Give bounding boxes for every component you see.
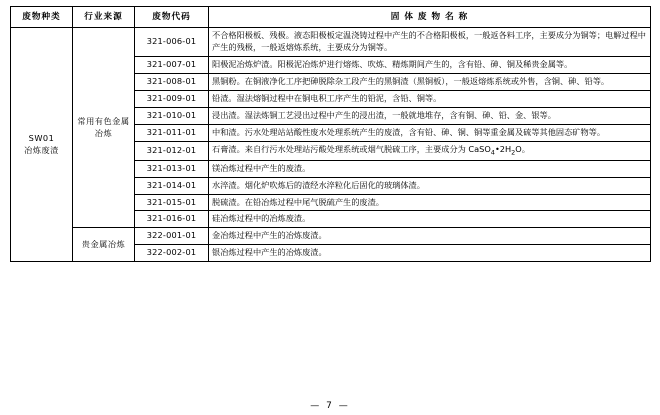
cell-waste-name: 金冶炼过程中产生的冶炼废渣。 <box>209 228 651 245</box>
table-header <box>11 7 651 28</box>
column-header-industry-source: 行业来源 <box>73 7 135 28</box>
cell-waste-code: 321-009-01 <box>135 91 209 108</box>
cell-waste-name: 硅冶炼过程中的冶炼废渣。 <box>209 211 651 228</box>
cell-waste-code: 321-006-01 <box>135 28 209 57</box>
cell-waste-code: 321-013-01 <box>135 160 209 177</box>
cell-waste-name: 镁冶炼过程中产生的废渣。 <box>209 160 651 177</box>
industry-source-line1: 贵金属冶炼 <box>81 238 126 249</box>
cell-industry-source <box>73 28 135 228</box>
column-header-waste-code: 废物代码 <box>135 7 209 28</box>
cell-waste-name: 铅渣。湿法熔铜过程中在铜电积工序产生的铅泥，含铅、铜等。 <box>209 91 651 108</box>
cell-industry-source <box>73 228 135 262</box>
column-header-waste-type: 废物种类 <box>11 7 73 28</box>
cell-waste-code: 321-016-01 <box>135 211 209 228</box>
cell-waste-code: 322-001-01 <box>135 228 209 245</box>
table-body <box>11 28 651 262</box>
solid-waste-table <box>10 6 651 262</box>
waste-category-line1: SW01 <box>28 132 55 143</box>
table-row <box>11 28 651 57</box>
cell-waste-code: 321-010-01 <box>135 107 209 124</box>
cell-waste-code: 321-015-01 <box>135 194 209 211</box>
cell-waste-name: 水淬渣。烟化炉吹炼后的渣经水淬粒化后固化的玻璃体渣。 <box>209 177 651 194</box>
cell-waste-name: 脱硫渣。在铅冶炼过程中尾气脱硫产生的废渣。 <box>209 194 651 211</box>
cell-waste-name: 中和渣。污水处理站站酸性废水处理系统产生的废渣，含有铅、砷、铜、铜等重金属及硫等其他固态矿物等。 <box>209 124 651 141</box>
cell-waste-name: 黑铜粉。在铜液净化工序把砷脱除杂工段产生的黑铜渣（黑铜板），一般返熔炼系统或外售，含铜、砷、铅等。 <box>209 74 651 91</box>
cell-waste-name: 不合格阳极板、残极。液态阳极板定温浇铸过程中产生的不合格阳极板，一般返各料工序，主要成分为铜等；电解过程中产生的残极，一般返熔炼系统，主要成分为铜等。 <box>209 28 651 57</box>
cell-waste-name: 浸出渣。湿法炼铜工艺浸出过程中产生的浸出渣，一般就地堆存，含有铜、砷、铅、金、银等。 <box>209 107 651 124</box>
cell-waste-name: 阳极泥冶炼炉渣。阳极泥冶炼炉进行熔炼、吹炼、精炼期间产生的，含有铅、砷、铜及稀贵金属等。 <box>209 57 651 74</box>
table-header-row <box>11 7 651 28</box>
cell-waste-code: 322-002-01 <box>135 245 209 262</box>
cell-waste-code: 321-008-01 <box>135 74 209 91</box>
waste-category-line2: 冶炼废渣 <box>24 144 59 155</box>
table-row <box>11 228 651 245</box>
cell-waste-code: 321-014-01 <box>135 177 209 194</box>
cell-waste-code: 321-007-01 <box>135 57 209 74</box>
industry-source-line2: 冶炼 <box>94 127 113 138</box>
cell-waste-code: 321-011-01 <box>135 124 209 141</box>
column-header-waste-name: 固 体 废 物 名 称 <box>209 7 651 28</box>
cell-waste-name: 石膏渣。来自行污水处理站污酸处理系统或烟气脱硫工序，主要成分为 $CaSO_4•2H_2O$。 <box>209 141 651 160</box>
cell-waste-name: 银冶炼过程中产生的冶炼废渣。 <box>209 245 651 262</box>
cell-waste-category <box>11 28 73 262</box>
cell-waste-code: 321-012-01 <box>135 141 209 160</box>
industry-source-line1: 常用有色金属 <box>77 115 130 126</box>
page-footer: — 7 — <box>310 401 350 411</box>
